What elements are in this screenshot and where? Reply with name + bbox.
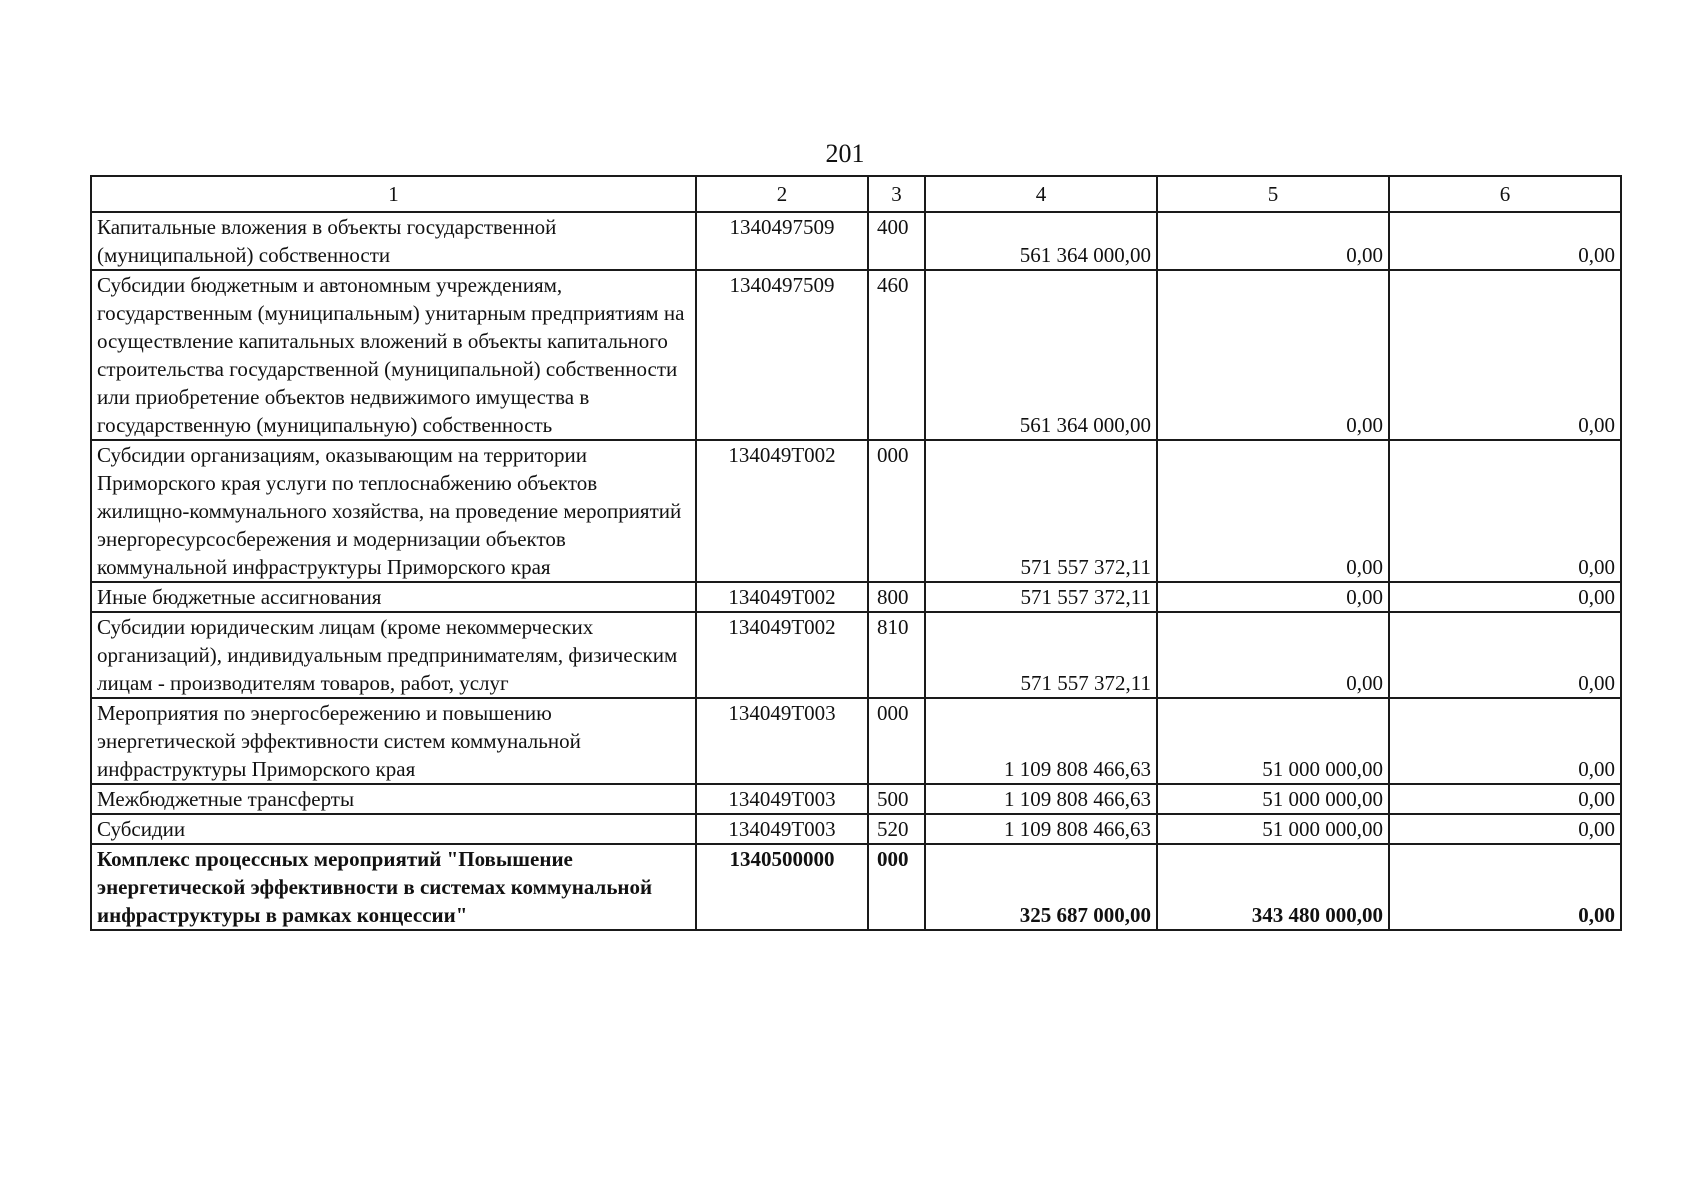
code-cell: 134049T002 [696, 582, 868, 612]
amount-col5-cell: 51 000 000,00 [1157, 784, 1389, 814]
name-cell: Капитальные вложения в объекты государственной (муниципальной) собственности [91, 212, 696, 270]
code-cell: 134049T003 [696, 784, 868, 814]
column-header: 5 [1157, 176, 1389, 212]
vr-code-cell: 400 [868, 212, 925, 270]
name-cell: Иные бюджетные ассигнования [91, 582, 696, 612]
amount-col6-cell: 0,00 [1389, 784, 1621, 814]
name-cell: Субсидии организациям, оказывающим на территории Приморского края услуги по теплоснабжению объектов жилищно-коммунального хозяйства, на проведение мероприятий энергоресурсосбережения и модернизации объектов коммунальной инфраструктуры Приморского края [91, 440, 696, 582]
amount-col6-cell: 0,00 [1389, 844, 1621, 930]
amount-col5-cell: 51 000 000,00 [1157, 814, 1389, 844]
table-row [91, 270, 1621, 440]
amount-col6-cell: 0,00 [1389, 612, 1621, 698]
column-header: 6 [1389, 176, 1621, 212]
table-header-row [91, 176, 1621, 212]
name-cell: Субсидии юридическим лицам (кроме некоммерческих организаций), индивидуальным предпринимателям, физическим лицам - производителям товаров, работ, услуг [91, 612, 696, 698]
amount-col6-cell: 0,00 [1389, 270, 1621, 440]
vr-code-cell: 000 [868, 698, 925, 784]
vr-code-cell: 000 [868, 844, 925, 930]
amount-col4-cell: 561 364 000,00 [925, 270, 1157, 440]
amount-col5-cell: 0,00 [1157, 582, 1389, 612]
column-header: 4 [925, 176, 1157, 212]
amount-col5-cell: 0,00 [1157, 612, 1389, 698]
table-row [91, 814, 1621, 844]
code-cell: 1340500000 [696, 844, 868, 930]
amount-col4-cell: 571 557 372,11 [925, 612, 1157, 698]
code-cell: 1340497509 [696, 270, 868, 440]
page-number: 201 [825, 139, 865, 168]
name-cell: Субсидии [91, 814, 696, 844]
column-header: 2 [696, 176, 868, 212]
table-row [91, 612, 1621, 698]
amount-col5-cell: 51 000 000,00 [1157, 698, 1389, 784]
amount-col6-cell: 0,00 [1389, 814, 1621, 844]
vr-code-cell: 810 [868, 612, 925, 698]
amount-col4-cell: 1 109 808 466,63 [925, 814, 1157, 844]
vr-code-cell: 500 [868, 784, 925, 814]
amount-col6-cell: 0,00 [1389, 582, 1621, 612]
amount-col4-cell: 571 557 372,11 [925, 440, 1157, 582]
amount-col5-cell: 0,00 [1157, 440, 1389, 582]
name-cell: Мероприятия по энергосбережению и повышению энергетической эффективности систем коммунальной инфраструктуры Приморского края [91, 698, 696, 784]
code-cell: 134049T002 [696, 612, 868, 698]
name-cell: Комплекс процессных мероприятий "Повышение энергетической эффективности в системах коммунальной инфраструктуры в рамках концессии" [91, 844, 696, 930]
amount-col5-cell: 343 480 000,00 [1157, 844, 1389, 930]
name-cell: Субсидии бюджетным и автономным учреждениям, государственным (муниципальным) унитарным предприятиям на осуществление капитальных вложений в объекты капитального строительства государственной (муниципальной) собственности или приобретение объектов недвижимого имущества в государственную (муниципальную) собственность [91, 270, 696, 440]
budget-table [90, 175, 1622, 931]
amount-col6-cell: 0,00 [1389, 698, 1621, 784]
code-cell: 134049T003 [696, 814, 868, 844]
column-header: 1 [91, 176, 696, 212]
amount-col6-cell: 0,00 [1389, 212, 1621, 270]
amount-col4-cell: 1 109 808 466,63 [925, 698, 1157, 784]
amount-col4-cell: 325 687 000,00 [925, 844, 1157, 930]
code-cell: 1340497509 [696, 212, 868, 270]
amount-col5-cell: 0,00 [1157, 212, 1389, 270]
code-cell: 134049T002 [696, 440, 868, 582]
table-row [91, 784, 1621, 814]
code-cell: 134049T003 [696, 698, 868, 784]
column-header: 3 [868, 176, 925, 212]
table-row [91, 582, 1621, 612]
name-cell: Межбюджетные трансферты [91, 784, 696, 814]
vr-code-cell: 000 [868, 440, 925, 582]
amount-col6-cell: 0,00 [1389, 440, 1621, 582]
amount-col4-cell: 1 109 808 466,63 [925, 784, 1157, 814]
amount-col4-cell: 561 364 000,00 [925, 212, 1157, 270]
vr-code-cell: 460 [868, 270, 925, 440]
amount-col4-cell: 571 557 372,11 [925, 582, 1157, 612]
table-row [91, 440, 1621, 582]
table-row [91, 698, 1621, 784]
vr-code-cell: 520 [868, 814, 925, 844]
table-row [91, 844, 1621, 930]
vr-code-cell: 800 [868, 582, 925, 612]
amount-col5-cell: 0,00 [1157, 270, 1389, 440]
table-row [91, 212, 1621, 270]
